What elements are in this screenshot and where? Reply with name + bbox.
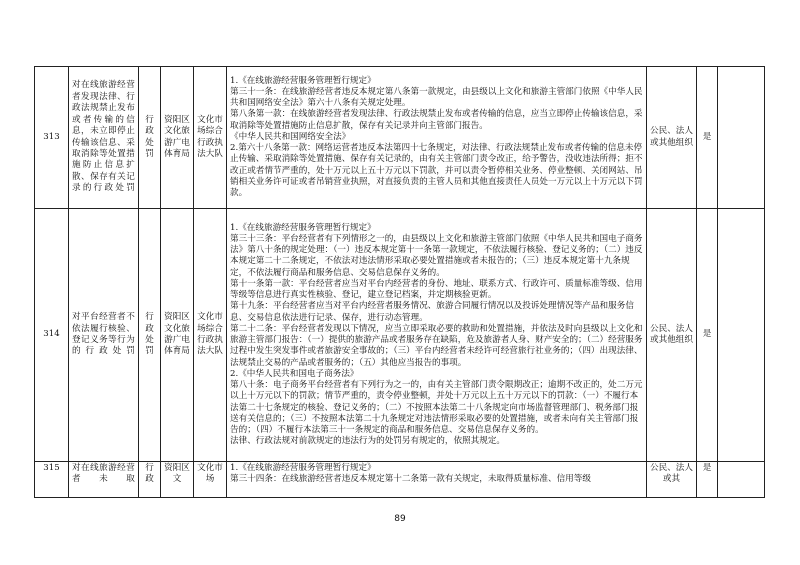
target-subject: 公民、法人或其他组织 (647, 67, 697, 209)
applicable-flag: 是 (697, 462, 718, 498)
basis-line: 2.第六十八条第一款：网络运营者违反本法第四十七条规定，对法律、行政法规禁止发布或者传输的信息未停止传输、采取消除等处置措施、保存有关记录的，由有关主管部门责令改正，给予警告，没收违法所得；拒不改正或者情节严重的，处十万元以上五十万元以下罚款，并可以责令暂停相关业务、停业整顿、关闭网站、吊销相关业务许可证或者吊销营业执照，对直接负责的主管人员和其他直接责任人员处一万元以上十万元以下罚款。 (230, 143, 643, 199)
remarks-cell (718, 209, 765, 462)
basis-line: 第十一条第一款：平台经营者应当对平台内经营者的身份、地址、联系方式、行政许可、质量标准等级、信用等级等信息进行真实性核验、登记，建立登记档案，并定期核验更新。 (230, 278, 643, 300)
basis-line: 1.《在线旅游经营服务管理暂行规定》 (230, 75, 376, 86)
matter-category: 行政 (139, 462, 161, 498)
matter-category: 行政处罚 (139, 209, 161, 462)
table-row (35, 67, 765, 209)
matter-name: 对在线旅游经营者未取 (69, 462, 139, 498)
basis-line: 第十九条：平台经营者应当对平台内经营者服务情况、旅游合同履行情况以及投诉处理情况等产品和服务信息、交易信息依法进行记录、保存，进行动态管理。 (230, 301, 634, 323)
basis-line: 1.《在线旅游经营服务管理暂行规定》 (230, 222, 376, 233)
applicable-flag: 是 (697, 67, 718, 209)
executing-dept: 文化市场综合行政执法大队 (194, 209, 227, 462)
table-row (35, 209, 765, 462)
basis-line: 2.《中华人民共和国电子商务法》 (230, 368, 359, 379)
basis-line: 第二十二条：平台经营者发现以下情况，应当立即采取必要的救助和处置措施，并依法及时向县级以上文化和旅游主管部门报告：（一）提供的旅游产品或者服务存在缺陷，危及旅游者人身、财产安全的；（二）经营服务过程中发生突发事件或者旅游安全事故的；（三）平台内经营者未经许可经营旅行社业务的；（四）出现法律、法规禁止交易的产品或者服务的；（五）其他应当报告的事项。 (230, 323, 643, 368)
basis-line: 第八条第一款：在线旅游经营者发现法律、行政法规禁止发布或者传输的信息，应当立即停止传输该信息，采取消除等处置措施防止信息扩散，保存有关记录并向主管部门报告。 (230, 109, 643, 131)
basis-line: 第三十一条：在线旅游经营者违反本规定第八条第一款规定，由县级以上文化和旅游主管部门依照《中华人民共和国网络安全法》第六十八条有关规定处理。 (230, 86, 643, 109)
matter-name: 对在线旅游经营者发现法律、行政法规禁止发布或者传输的信息，未立即停止传输该信息、采取消除等处置措施防止信息扩散、保存有关记录的行政处罚 (69, 67, 139, 209)
row-number: 313 (35, 67, 69, 209)
responsible-org: 资阳区文化旅游广电体育局 (161, 67, 194, 209)
legal-basis (227, 67, 647, 209)
row-number: 314 (35, 209, 69, 462)
target-subject: 公民、法人或其 (647, 462, 697, 498)
administrative-punishment-table (34, 66, 765, 498)
page-number: 89 (394, 514, 406, 524)
basis-line: 第三十四条：在线旅游经营者违反本规定第十二条第一款有关规定，未取得质量标准、信用等级 (230, 474, 591, 485)
target-subject: 公民、法人或其他组织 (647, 209, 697, 462)
table-row (35, 462, 765, 498)
remarks-cell (718, 67, 765, 209)
basis-line: 法律、行政法规对前款规定的违法行为的处罚另有规定的，依照其规定。 (230, 436, 506, 447)
responsible-org: 资阳区文化旅游广电体育局 (161, 209, 194, 462)
matter-category: 行政处罚 (139, 67, 161, 209)
legal-basis (227, 462, 647, 498)
matter-name: 对平台经营者不依法履行核验、登记义务等行为的行政处罚 (69, 209, 139, 462)
applicable-flag: 是 (697, 209, 718, 462)
basis-line: 1.《在线旅游经营服务管理暂行规定》 (230, 463, 376, 473)
row-number: 315 (35, 462, 69, 498)
legal-basis (227, 209, 647, 462)
basis-line: 《中华人民共和国网络安全法》 (230, 131, 351, 142)
basis-line: 第三十三条：平台经营者有下列情形之一的，由县级以上文化和旅游主管部门依照《中华人民共和国电子商务法》第八十条的规定处理：（一）违反本规定第十一条第一款规定，不依法履行核验、登记义务的；（二）违反本规定第二十二条规定，不依法对违法情形采取必要处置措施或者未报告的；（三）违反本规定第十九条规定，不依法履行商品和服务信息、交易信息保存义务的。 (230, 233, 643, 278)
remarks-cell (718, 462, 765, 498)
basis-line: 第八十条：电子商务平台经营者有下列行为之一的，由有关主管部门责令限期改正；逾期不改正的，处二万元以上十万元以下的罚款；情节严重的，责令停业整顿，并处十万元以上五十万元以下的罚款：（一）不履行本法第二十七条规定的核验、登记义务的；（二）不按照本法第二十八条规定向市场监督管理部门、税务部门报送有关信息的；（三）不按照本法第二十九条规定对违法情形采取必要的处置措施，或者未向有关主管部门报告的；（四）不履行本法第三十一条规定的商品和服务信息、交易信息保存义务的。 (230, 380, 643, 435)
executing-dept: 文化市场综合行政执法大队 (194, 67, 227, 209)
executing-dept: 文化市场 (194, 462, 227, 498)
responsible-org: 资阳区文 (161, 462, 194, 498)
